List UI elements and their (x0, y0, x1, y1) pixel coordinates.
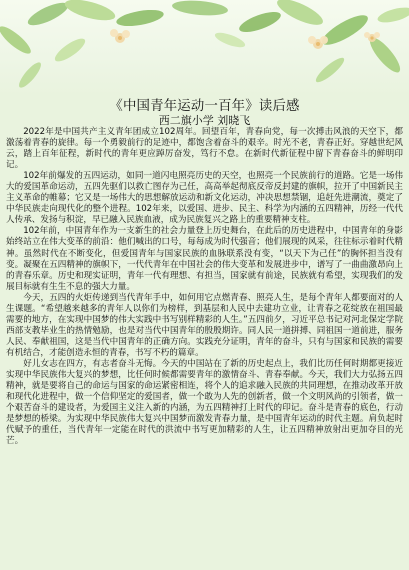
leaf-shape (115, 7, 165, 29)
leaf-shape (318, 10, 371, 50)
essay-title: 《中国青年运动一百年》读后感 (109, 99, 300, 114)
flower-icon (308, 36, 328, 49)
paragraph: 今天，五四的火炬传递到当代青年手中，如何用它点燃青春、照亮人生，是每个青年人都要面对的人生课题。“希望越来越多的青年人以你们为榜样，到基层和人民中去建功立业，让青春之花绽放在祖国最需要的地方，在实现中国梦的伟大实践中书写别样精彩的人生。”五四前夕，习近平总书记对河北保定学院西部支教毕业生的热情勉励，也是对当代中国青年的殷殷期许。同人民一道拼搏、同祖国一道前进，服务人民、奉献祖国，这是当代中国青年的正确方向。实践充分证明，青年的奋斗，只有与国家和民族的需要有机结合，才能创造永恒的青春，书写不朽的篇章。 (6, 292, 403, 358)
leaf-shape (171, 0, 228, 17)
paragraph: 好儿女志在四方，有志者奋斗无悔。今天的中国站在了新的历史起点上，我们比历任何时期都更接近实现中华民族伟大复兴的梦想，比任何时候都需要青年的激情奋斗、青春奉献。今天，我们大力弘扬五四精神，就是要将自己的命运与国家的命运紧密相连，将个人的追求融入民族的共同理想，在推动改革开放和现代化进程中，做一个信仰坚定的爱国者，做一个敢为人先的创新者，做一个文明风尚的引领者，做一个艰苦奋斗的建设者，为爱国主义注入新的内涵，为五四精神打上时代的印记。奋斗是青春的底色，行动是梦想的桥梁。为实现中华民族伟大复兴中国梦而激发青春力量，是中国青年运动的时代主题。肩负起时代赋予的重任，当代青年一定能在时代的洪流中书写更加精彩的人生，让五四精神放射出更加夺目的光芒。 (6, 358, 403, 447)
leaf-shape (52, 35, 88, 65)
paragraph: 2022年是中国共产主义青年团成立102周年。回望百年，青春向党，每一次搏击风浪的天空下，都激荡着青春的旋律。每一个勇毅前行的足迹中，都饱含着奋斗的艰辛。时光不老，青春正好。穿越世纪风云，踏上百年征程，新时代的青年更应踔厉奋发，笃行不怠。在新时代新征程中留下青春奋斗的鲜明印记。 (6, 127, 403, 171)
leaf-shape (376, 5, 409, 26)
leaf-shape (237, 8, 283, 36)
leaf-shape (25, 0, 71, 30)
flower-icon (110, 29, 130, 43)
essay-body (6, 127, 403, 447)
paragraph: 102年前爆发的五四运动，如同一道闪电照亮历史的天空，也照亮一个民族前行的道路。它是一场伟大的爱国革命运动，五四先驱们以救亡图存为己任，高高举起彻底反帝反封建的旗帜，拉开了中国新民主主义革命的帷幕；它又是一场伟大的思想解放运动和新文化运动，冲决思想禁锢，追赶先进潮流，奠定了中华民族走向现代化的整个进程。102年来，以爱国、进步、民主、科学为内涵的五四精神，历经一代代人传承、发扬与积淀，早已融入民族血液，成为民族复兴之路上的重要精神支柱。 (6, 171, 403, 226)
leaf-shape (16, 60, 44, 91)
decorative-leaves-illustration (0, 0, 409, 95)
leaf-shape (313, 55, 347, 86)
leaf-shape (213, 30, 246, 50)
leaf-shape (274, 0, 326, 30)
essay-author: 西二旗小学 刘晓飞 (158, 114, 251, 127)
paragraph: 102年前，中国青年作为一支新生的社会力量登上历史舞台，在此后的历史进程中，中国青年的身影始终站立在伟大变革的前沿：他们喊出的口号，每每成为时代强音；他们展现的风采，往往标示着时代精神。虽然时代在不断变化，但爱国青年与国家民族的血脉联系没有变，“以天下为己任”的胸怀担当没有变。凝聚在五四精神的旗帜下，一代代青年在中国社会的伟大变革和发展进步中，谱写了一曲曲激昂向上的青春乐章。历史和现实证明，青年一代有理想、有担当，国家就有前途，民族就有希望，实现我们的发展目标就有生生不息的强大力量。 (6, 226, 404, 292)
leaf-shape (63, 0, 117, 24)
leaf-shape (0, 23, 34, 58)
